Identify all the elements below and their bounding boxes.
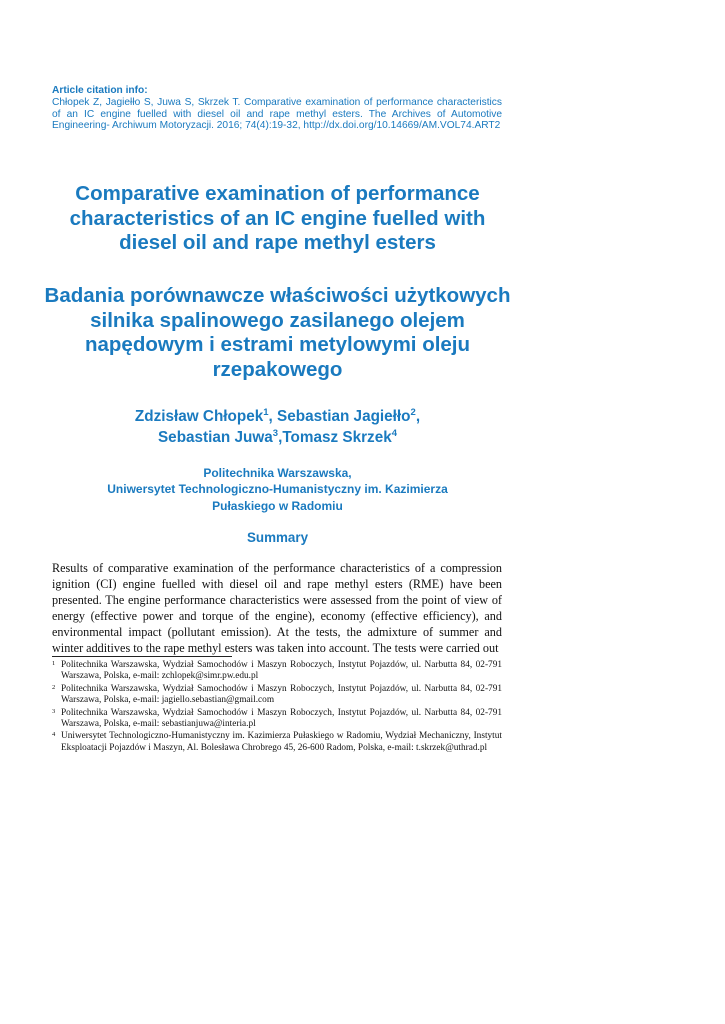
footnote-text: Politechnika Warszawska, Wydział Samochodów i Maszyn Roboczych, Instytut Pojazdów, ul. Narbutta 84, 02-791 Warszawa, Polska, e-mail: sebastianjuwa@interia.pl xyxy=(61,707,502,730)
author-footnote-marker: 2 xyxy=(410,406,416,418)
author-footnote-marker: 4 xyxy=(391,427,398,439)
author-separator: , xyxy=(415,408,421,425)
footnote xyxy=(52,731,502,754)
footnotes-list xyxy=(52,660,502,755)
author-footnote-marker: 3 xyxy=(272,427,279,439)
author-name: Tomasz Skrzek xyxy=(282,429,392,446)
author-name: Zdzisław Chłopek xyxy=(134,408,264,425)
footnote xyxy=(52,708,502,731)
footnote-divider xyxy=(52,656,232,657)
author-separator: , xyxy=(268,408,278,425)
paper-title-english: Comparative examination of performance characteristics of an IC engine fuelled with diesel oil and rape methyl esters xyxy=(69,182,486,255)
footnote-text: Politechnika Warszawska, Wydział Samochodów i Maszyn Roboczych, Instytut Pojazdów, ul. Narbutta 84, 02-791 Warszawa, Polska, e-mail: zchlopek@simr.pw.edu.pl xyxy=(61,660,502,682)
affiliation-line: Pułaskiego w Radomiu xyxy=(212,498,343,513)
footnote-number: 4 xyxy=(52,731,56,739)
footnote-text: Politechnika Warszawska, Wydział Samochodów i Maszyn Roboczych, Instytut Pojazdów, ul. Narbutta 84, 02-791 Warszawa, Polska, e-mail: jagiello.sebastian@gmail.com xyxy=(61,683,502,706)
footnote-number: 1 xyxy=(52,660,56,667)
affiliation-block xyxy=(40,465,515,514)
footnote-number: 2 xyxy=(52,683,56,691)
article-citation xyxy=(52,85,502,132)
author-separator: , xyxy=(278,429,283,446)
summary-heading: Summary xyxy=(246,530,309,545)
author-footnote-marker: 1 xyxy=(263,406,269,418)
affiliation-line: Uniwersytet Technologiczno-Humanistyczny im. Kazimierza xyxy=(107,482,448,497)
paper-title-polish: Badania porównawcze właściwości użytkowych silnika spalinowego zasilanego olejem napędowym i estrami metylowymi oleju rzepakowego xyxy=(44,284,511,381)
footnote-number: 3 xyxy=(52,707,56,715)
affiliation-line: Politechnika Warszawska, xyxy=(203,466,352,480)
citation-label: Article citation info: xyxy=(52,85,148,96)
abstract-paragraph: Results of comparative examination of the performance characteristics of a compression ignition (CI) engine fuelled with diesel oil and rape methyl esters (RME) have been presented. The engine performance characteristics were assessed from the point of view of energy (effective power and torque of the engine), economy (effective efficiency), and environmental impact (pollutant emission). At the tests, the admixture of summer and winter additives to the rape methyl esters was taken into account. The tests were carried out xyxy=(52,561,502,656)
author-name: Sebastian Jagiełło xyxy=(277,408,411,425)
author-name: Sebastian Juwa xyxy=(157,429,273,446)
citation-text[interactable]: Chłopek Z, Jagiełło S, Juwa S, Skrzek T. Comparative examination of performance characteristics of an IC engine fuelled with diesel oil and rape methyl esters. The Archives of Automotive Engineering- Archiwum Motoryzacji. 2016; 74(4):19-32, http://dx.doi.org/10.14669/AM.VOL74.ART2 xyxy=(52,96,502,132)
footnote xyxy=(52,684,502,707)
footnote-text: Uniwersytet Technologiczno-Humanistyczny im. Kazimierza Pułaskiego w Radomiu, Wydział Mechaniczny, Instytut Eksploatacji Pojazdów i Maszyn, Al. Bolesława Chrobrego 45, 26-600 Radom, Polska, e-mail: t.skrzek@uthrad.pl xyxy=(61,731,502,753)
author-list xyxy=(40,406,515,448)
footnote xyxy=(52,660,502,683)
